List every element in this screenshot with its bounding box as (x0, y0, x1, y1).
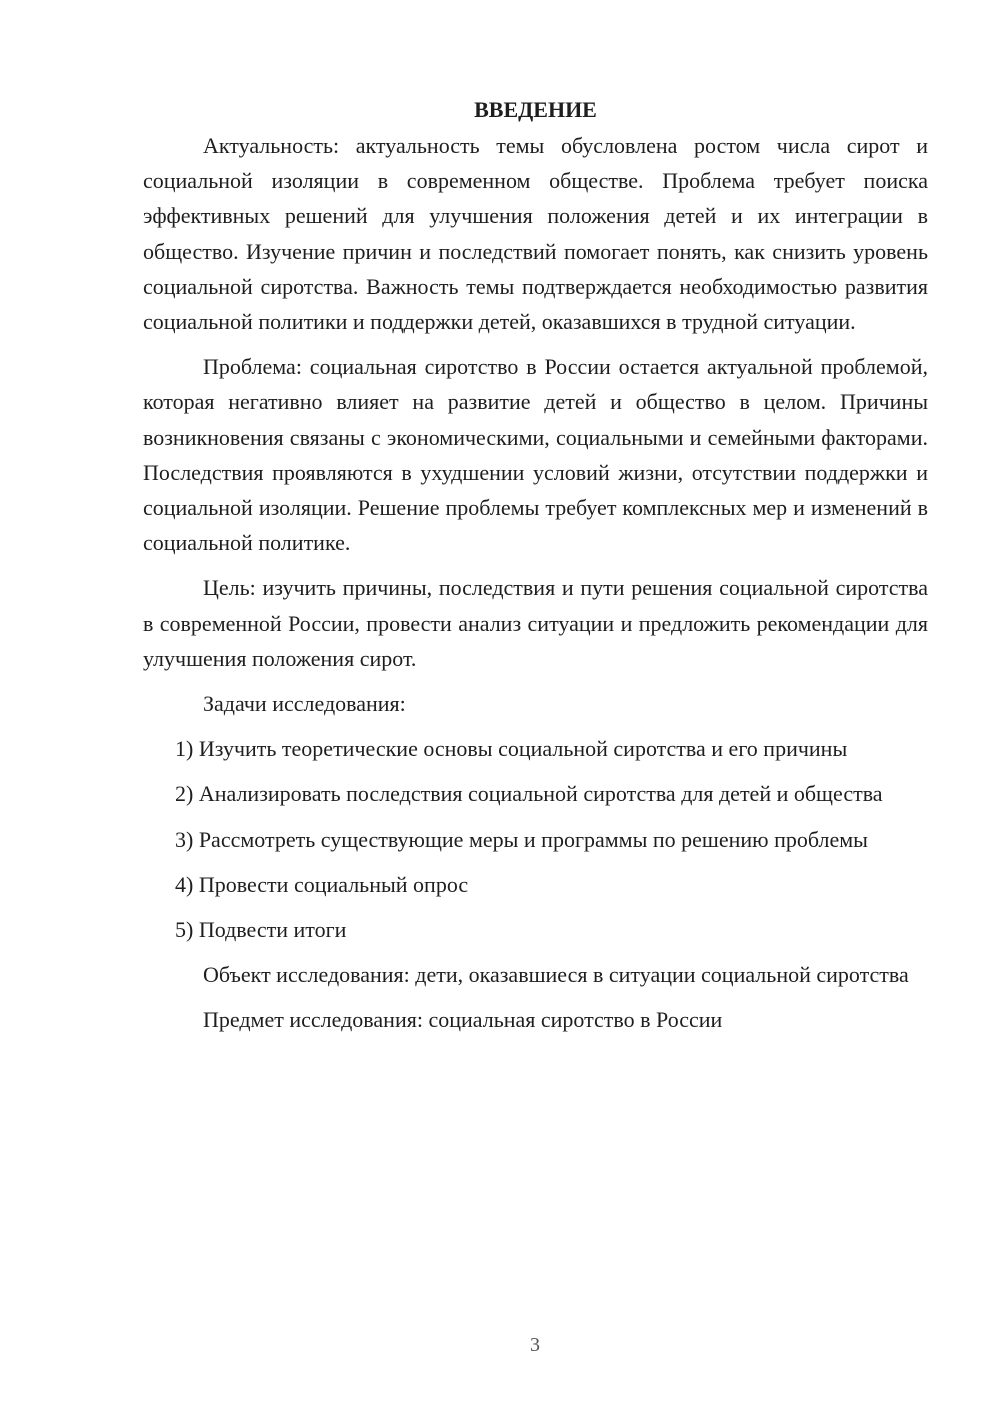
object-paragraph: Объект исследования: дети, оказавшиеся в ситуации социальной сиротства (203, 962, 909, 988)
tasks-heading: Задачи исследования: (203, 691, 406, 717)
document-page (143, 92, 928, 1048)
task-item-5: 5) Подвести итоги (175, 917, 347, 943)
problem-paragraph: Проблема: социальная сиротство в России остается актуальной проблемой, которая негативно влияет на развитие детей и общество в целом. Причины возникновения связаны с экономическими, социальными и семейными факторами. Последствия проявляются в ухудшении условий жизни, отсутствии поддержки и социальной изоляции. Решение проблемы требует комплексных мер и изменений в социальной политике. (143, 354, 928, 556)
goal-paragraph: Цель: изучить причины, последствия и пути решения социальной сиротства в современной России, провести анализ ситуации и предложить рекомендации для улучшения положения сирот. (143, 575, 928, 671)
task-item-3: 3) Рассмотреть существующие меры и программы по решению проблемы (175, 826, 868, 852)
task-item-2: 2) Анализировать последствия социальной сиротства для детей и общества (175, 781, 883, 807)
page-number: 3 (530, 1334, 540, 1356)
subject-paragraph: Предмет исследования: социальная сиротство в России (203, 1007, 723, 1033)
section-title: ВВЕДЕНИЕ (474, 97, 597, 122)
task-item-4: 4) Провести социальный опрос (175, 871, 469, 897)
task-item-1: 1) Изучить теоретические основы социальной сиротства и его причины (175, 736, 848, 762)
relevance-paragraph: Актуальность: актуальность темы обусловлена ростом числа сирот и социальной изоляции в современном обществе. Проблема требует поиска эффективных решений для улучшения положения детей и их интеграции в общество. Изучение причин и последствий помогает понять, как снизить уровень социальной сиротства. Важность темы подтверждается необходимостью развития социальной политики и поддержки детей, оказавшихся в трудной ситуации. (143, 133, 928, 335)
